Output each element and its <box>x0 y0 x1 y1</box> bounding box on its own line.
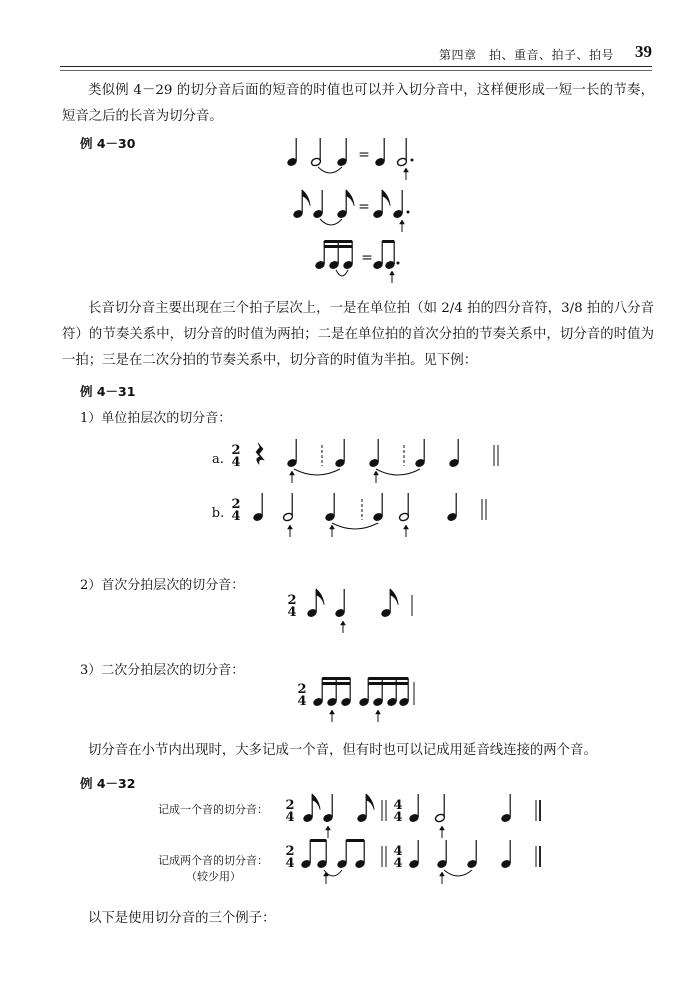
example-a-label: a. <box>212 452 224 467</box>
beam <box>310 839 326 842</box>
beam <box>368 677 408 680</box>
time-signature-top: 4 <box>393 844 403 859</box>
sublabel-3: 3）二次分拍层次的切分音： <box>80 663 245 678</box>
eighth-flag <box>382 190 390 206</box>
eighth-flag <box>390 589 398 605</box>
time-signature-top: 2 <box>287 593 297 608</box>
beam <box>322 682 350 685</box>
eighth-flag <box>316 589 324 605</box>
syncopation-arrow-head <box>440 826 445 830</box>
paragraph-4: 以下是使用切分音的三个例子： <box>88 911 276 926</box>
augmentation-dot <box>397 262 400 265</box>
syncopation-arrow-head <box>330 525 335 529</box>
tie <box>376 469 420 475</box>
beam <box>324 245 352 248</box>
two-note-label: 记成两个音的切分音： <box>158 854 268 867</box>
sublabel-1: 1）单位拍层次的切分音： <box>80 411 232 426</box>
tie <box>318 167 342 173</box>
time-signature-top: 2 <box>285 844 295 859</box>
time-signature-bottom: 4 <box>285 810 295 825</box>
time-signature-bottom: 4 <box>297 694 307 709</box>
beam <box>324 240 352 243</box>
equals-sign: = <box>361 250 373 266</box>
time-signature-bottom: 4 <box>393 810 403 825</box>
beam <box>346 839 364 842</box>
time-signature-bottom: 4 <box>285 856 295 871</box>
beam <box>368 682 408 685</box>
syncopation-arrow-head <box>290 471 295 475</box>
time-signature-bottom: 4 <box>231 509 241 524</box>
syncopation-arrow-head <box>288 525 293 529</box>
one-note-label: 记成一个音的切分音： <box>158 803 268 816</box>
chapter-title: 第四章 拍、重音、拍子、拍号 <box>438 48 614 62</box>
eighth-flag <box>312 794 320 810</box>
paragraph-3: 切分音在小节内出现时，大多记成一个音，但有时也可以记成用延音线连接的两个音。 <box>88 743 597 758</box>
eighth-flag <box>366 794 374 810</box>
time-signature-bottom: 4 <box>393 856 403 871</box>
syncopation-arrow-head <box>440 872 445 876</box>
tie <box>294 469 340 475</box>
syncopation-arrow-head <box>326 826 331 830</box>
equals-sign: = <box>358 147 370 163</box>
equals-sign: = <box>358 199 370 215</box>
beam <box>382 240 394 243</box>
example-4-30-label: 例 4－30 <box>80 136 136 151</box>
tie <box>444 870 472 876</box>
syncopation-arrow-head <box>400 220 405 224</box>
paragraph-1: 类似例 4－29 的切分音后面的短音的时值也可以并入切分音中，这样便形成一短一长的节奏，短音之后的长音为切分音。 <box>62 83 654 124</box>
time-signature-top: 2 <box>285 798 295 813</box>
time-signature-bottom: 4 <box>231 455 241 470</box>
less-used-label: （较少用） <box>186 870 241 883</box>
paragraph-2: 长音切分音主要出现在三个拍子层次上，一是在单位拍（如 2/4 拍的四分音符，3/8 拍的八分音符）的节奏关系中，切分音的时值为两拍；二是在单位拍的首次分拍的节奏关系中，切分音的时值为一拍；三是在二次分拍的节奏关系中，切分音的时值为半拍。见下例： <box>62 301 654 368</box>
syncopation-arrow-head <box>374 471 379 475</box>
time-signature-top: 2 <box>231 443 241 458</box>
augmentation-dot <box>411 159 414 162</box>
syncopation-arrow-head <box>404 525 409 529</box>
time-signature-top: 4 <box>393 798 403 813</box>
tie <box>332 523 378 529</box>
time-signature-top: 2 <box>297 682 307 697</box>
time-signature-bottom: 4 <box>287 605 297 620</box>
example-4-32-label: 例 4－32 <box>80 776 136 791</box>
syncopation-arrow-head <box>330 710 335 714</box>
syncopation-arrow-head <box>376 710 381 714</box>
tie <box>320 219 342 225</box>
beam <box>322 677 350 680</box>
tie <box>336 270 348 276</box>
syncopation-arrow-head <box>390 271 395 275</box>
sublabel-2: 2）首次分拍层次的切分音： <box>80 578 245 593</box>
augmentation-dot <box>407 211 410 214</box>
page-number: 39 <box>635 42 652 61</box>
example-4-31-label: 例 4－31 <box>80 384 136 399</box>
quarter-rest <box>256 443 264 464</box>
syncopation-arrow-head <box>404 168 409 172</box>
eighth-flag <box>346 190 354 206</box>
syncopation-arrow-head <box>341 621 346 625</box>
time-signature-top: 2 <box>231 497 241 512</box>
eighth-flag <box>302 190 310 206</box>
example-b-label: b. <box>211 506 225 521</box>
